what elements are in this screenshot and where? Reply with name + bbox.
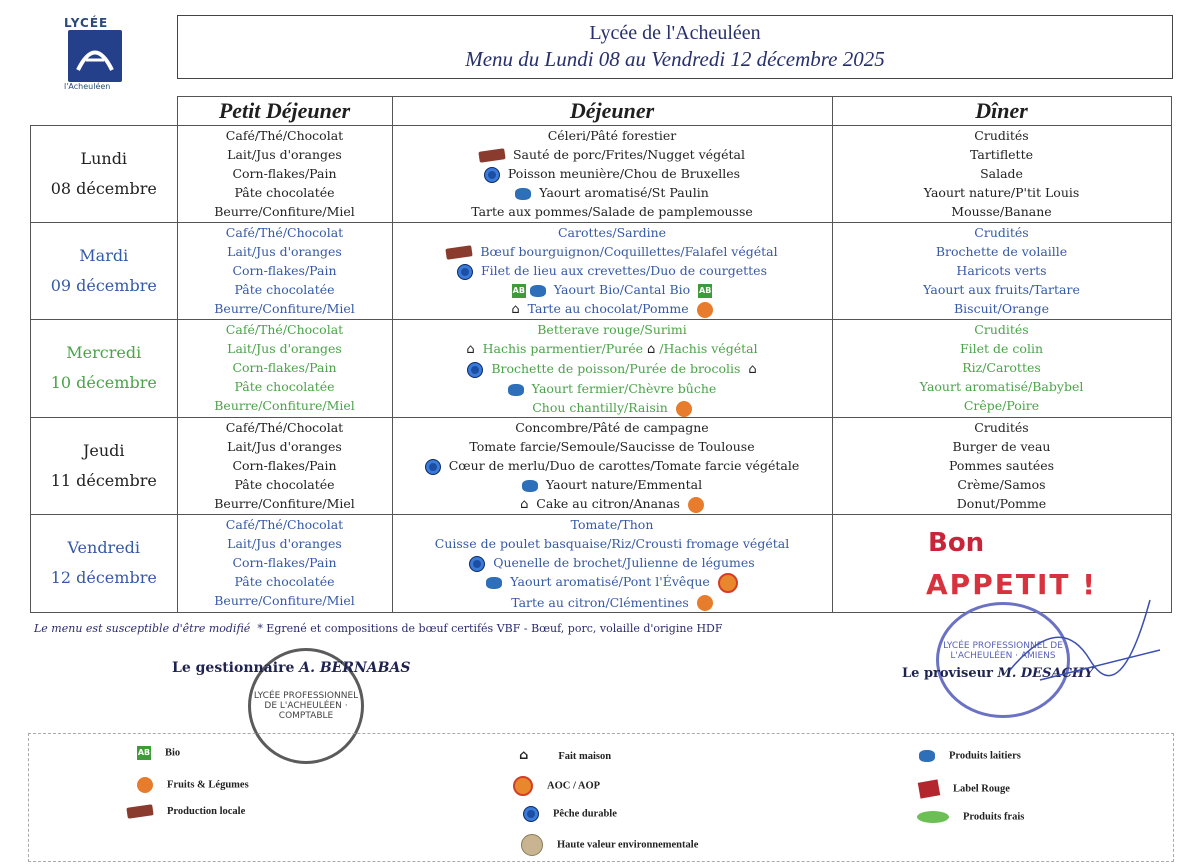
dairy-icon xyxy=(508,384,524,396)
list-item: Filet de lieu aux crevettes/Duo de courgettes xyxy=(480,263,767,278)
list-item: Chou chantilly/Raisin xyxy=(532,400,668,415)
local-production-icon xyxy=(478,148,505,163)
list-item: Bœuf bourguignon/Coquillettes/Falafel végétal xyxy=(480,244,778,259)
list-item: Yaourt aux fruits/Tartare xyxy=(923,282,1080,297)
breakfast-cell xyxy=(177,515,392,613)
list-item: Sauté de porc/Frites/Nugget végétal xyxy=(512,147,745,162)
list-item: Tarte au chocolat/Pomme xyxy=(527,301,689,316)
list-item: Tarte aux pommes/Salade de pamplemousse xyxy=(471,204,753,219)
list-item: Biscuit/Orange xyxy=(953,301,1049,316)
day-name: Mercredi xyxy=(66,343,142,362)
column-lunch: Déjeuner xyxy=(392,97,832,126)
dairy-icon xyxy=(530,285,546,297)
list-item: Pâte chocolatée xyxy=(234,185,335,200)
fresh-products-icon xyxy=(917,811,949,823)
day-name: Mardi xyxy=(79,246,129,265)
day-date: 11 décembre xyxy=(50,471,157,490)
table-row xyxy=(31,320,1172,418)
principal-name: M. DESACHY xyxy=(997,666,1094,681)
dinner-cell xyxy=(832,126,1171,223)
bio-icon: AB xyxy=(698,284,712,298)
school-logo xyxy=(60,14,130,94)
table-header-row xyxy=(31,97,1172,126)
list-item: Cuisse de poulet basquaise/Riz/Crousti fromage végétal xyxy=(434,536,790,551)
principal-label: Le proviseur xyxy=(902,666,993,681)
dairy-icon xyxy=(486,577,502,589)
list-item: Mousse/Banane xyxy=(951,204,1052,219)
aoc-icon xyxy=(718,573,738,593)
sustainable-fishing-icon xyxy=(484,167,500,183)
list-item: Lait/Jus d'oranges xyxy=(227,536,342,551)
fruit-vegetable-icon xyxy=(697,302,713,318)
sustainable-fishing-icon xyxy=(457,264,473,280)
logo-bottom-text: l'Acheuléen xyxy=(64,82,111,91)
footnote xyxy=(34,622,723,635)
footnote-italic: Le menu est susceptible d'être modifié xyxy=(34,622,251,635)
day-cell xyxy=(31,418,178,515)
list-item: Betterave rouge/Surimi xyxy=(537,322,687,337)
legend-item: Fruits & Légumes xyxy=(137,777,249,793)
homemade-icon: ⌂ xyxy=(520,497,529,512)
dairy-icon xyxy=(515,188,531,200)
fruit-vegetable-icon xyxy=(688,497,704,513)
lunch-cell xyxy=(392,418,832,515)
bio-icon: AB xyxy=(512,284,526,298)
fruit-vegetable-icon xyxy=(137,777,153,793)
day-date: 12 décembre xyxy=(50,568,157,587)
breakfast-cell xyxy=(177,418,392,515)
lunch-cell xyxy=(392,515,832,613)
column-dinner: Dîner xyxy=(832,97,1171,126)
appetit-text: APPETIT ! xyxy=(926,568,1097,601)
list-item: Filet de colin xyxy=(959,341,1043,356)
sustainable-fishing-icon xyxy=(425,459,441,475)
list-item: Riz/Carottes xyxy=(962,360,1041,375)
list-item: Crudités xyxy=(974,128,1029,143)
list-item: Café/Thé/Chocolat xyxy=(225,225,344,240)
legend-item: Haute valeur environnementale xyxy=(521,834,698,856)
list-item: Tarte au citron/Clémentines xyxy=(511,594,689,610)
manager-name: A. BERNABAS xyxy=(299,660,411,676)
homemade-icon: ⌂ xyxy=(519,748,529,763)
list-item: Concombre/Pâté de campagne xyxy=(515,420,709,435)
list-item: Tomate farcie/Semoule/Saucisse de Toulouse xyxy=(469,439,755,454)
list-item: Corn-flakes/Pain xyxy=(232,360,337,375)
day-date: 09 décembre xyxy=(50,276,157,295)
fruit-vegetable-icon xyxy=(676,401,692,417)
list-item: Beurre/Confiture/Miel xyxy=(214,593,355,608)
breakfast-cell xyxy=(177,126,392,223)
list-item: Brochette de volaille xyxy=(935,244,1068,259)
legend-item: Pêche durable xyxy=(523,806,617,822)
legend-item: AB Bio xyxy=(137,747,181,759)
local-production-icon xyxy=(126,804,153,819)
list-item: Donut/Pomme xyxy=(956,496,1047,511)
legend-item: AOC / AOP xyxy=(513,776,600,796)
homemade-icon: ⌂ xyxy=(748,362,757,377)
sustainable-fishing-icon xyxy=(467,362,483,378)
day-name: Jeudi xyxy=(82,441,125,460)
list-item: Lait/Jus d'oranges xyxy=(227,244,342,259)
school-name: Lycée de l'Acheuléen xyxy=(589,22,761,44)
day-name: Vendredi xyxy=(67,538,141,557)
homemade-icon: ⌂ xyxy=(511,302,520,317)
menu-table xyxy=(30,96,1172,613)
list-item: Burger de veau xyxy=(952,439,1051,454)
dinner-cell xyxy=(832,223,1171,320)
homemade-icon: ⌂ xyxy=(646,342,656,357)
list-item: Pâte chocolatée xyxy=(234,282,335,297)
list-item: Carottes/Sardine xyxy=(557,225,667,240)
lunch-cell xyxy=(392,223,832,320)
logo-top-text: LYCÉE xyxy=(64,16,109,30)
local-production-icon xyxy=(446,245,473,260)
list-item: Pâte chocolatée xyxy=(234,379,335,394)
list-item: Corn-flakes/Pain xyxy=(232,166,337,181)
menu-title: Menu du Lundi 08 au Vendredi 12 décembre 2025 xyxy=(465,47,885,71)
column-breakfast: Petit Déjeuner xyxy=(177,97,392,126)
legend-item: Produits frais xyxy=(917,811,1024,823)
legend-item: Production locale xyxy=(127,806,245,817)
legend-item: Label Rouge xyxy=(919,781,1010,797)
list-item: Cake au citron/Ananas xyxy=(536,496,680,511)
list-item: Beurre/Confiture/Miel xyxy=(214,496,355,511)
lunch-cell xyxy=(392,320,832,418)
list-item: Crudités xyxy=(974,420,1029,435)
homemade-icon: ⌂ xyxy=(466,342,475,357)
list-item: Brochette de poisson/Purée de brocolis xyxy=(491,361,741,376)
list-item: Haricots verts xyxy=(956,263,1047,278)
list-item: Tomate/Thon xyxy=(570,517,654,532)
manager-signature xyxy=(172,660,410,676)
day-cell xyxy=(31,223,178,320)
day-cell xyxy=(31,126,178,223)
table-row xyxy=(31,418,1172,515)
list-item: Céleri/Pâté forestier xyxy=(547,128,677,143)
bon-text: Bon xyxy=(928,528,985,558)
list-item: Café/Thé/Chocolat xyxy=(225,128,344,143)
list-item: Salade xyxy=(980,166,1023,181)
legend-item: ⌂ Fait maison xyxy=(519,748,612,763)
day-date: 08 décembre xyxy=(50,179,157,198)
list-item: Crudités xyxy=(974,322,1029,337)
day-name: Lundi xyxy=(80,149,128,168)
list-item: Crudités xyxy=(974,225,1029,240)
list-item: Café/Thé/Chocolat xyxy=(225,322,344,337)
list-item: Hachis parmentier/Purée xyxy=(482,341,643,356)
list-item: Quenelle de brochet/Julienne de légumes xyxy=(493,555,755,570)
list-item: Poisson meunière/Chou de Bruxelles xyxy=(507,166,741,181)
logo-emblem-icon xyxy=(68,30,122,82)
list-item: Yaourt nature/Emmental xyxy=(545,477,703,492)
list-item: Beurre/Confiture/Miel xyxy=(214,204,355,219)
list-item: Yaourt fermier/Chèvre bûche xyxy=(531,381,717,396)
aoc-icon xyxy=(513,776,533,796)
hve-icon xyxy=(521,834,543,856)
list-item: Crêpe/Poire xyxy=(963,398,1040,413)
stamp-left: LYCÉE PROFESSIONNEL DE L'ACHEULÉEN · COMPTABLE xyxy=(248,648,364,764)
day-cell xyxy=(31,515,178,613)
sustainable-fishing-icon xyxy=(523,806,539,822)
list-item: Café/Thé/Chocolat xyxy=(225,420,344,435)
list-item: Corn-flakes/Pain xyxy=(232,555,337,570)
dairy-icon xyxy=(522,480,538,492)
legend xyxy=(28,733,1174,862)
table-row xyxy=(31,126,1172,223)
signature-scribble xyxy=(1000,590,1170,700)
lunch-cell xyxy=(392,126,832,223)
list-item: Tartiflette xyxy=(970,147,1033,162)
list-item: Lait/Jus d'oranges xyxy=(227,147,342,162)
list-item: Pommes sautées xyxy=(948,458,1055,473)
dinner-cell xyxy=(832,320,1171,418)
table-row xyxy=(31,223,1172,320)
footnote-text: * Egrené et compositions de bœuf certifés VBF - Bœuf, porc, volaille d'origine HDF xyxy=(257,622,723,635)
list-item: Café/Thé/Chocolat xyxy=(225,517,344,532)
fruit-vegetable-icon xyxy=(697,595,713,611)
list-item: Yaourt aromatisé/Pont l'Évêque xyxy=(510,574,710,589)
list-item: Pâte chocolatée xyxy=(234,574,335,589)
list-item: Beurre/Confiture/Miel xyxy=(214,301,355,316)
list-item: Yaourt Bio/Cantal Bio xyxy=(553,282,691,297)
list-item: /Hachis végétal xyxy=(659,341,758,356)
list-item: Lait/Jus d'oranges xyxy=(227,439,342,454)
list-item: Cœur de merlu/Duo de carottes/Tomate farcie végétale xyxy=(448,458,800,473)
manager-label: Le gestionnaire xyxy=(172,660,295,676)
list-item: Crème/Samos xyxy=(957,477,1046,492)
day-date: 10 décembre xyxy=(50,373,157,392)
list-item: Yaourt aromatisé/St Paulin xyxy=(539,185,709,200)
list-item: Yaourt nature/P'tit Louis xyxy=(923,185,1080,200)
day-cell xyxy=(31,320,178,418)
menu-header xyxy=(177,15,1173,79)
breakfast-cell xyxy=(177,320,392,418)
stamp-right: LYCÉE PROFESSIONNEL DE L'ACHEULÉEN · AMIENS xyxy=(936,602,1070,718)
bio-icon: AB xyxy=(137,746,151,760)
legend-item: Produits laitiers xyxy=(919,750,1021,762)
list-item: Yaourt aromatisé/Babybel xyxy=(919,379,1084,394)
list-item: Lait/Jus d'oranges xyxy=(227,341,342,356)
dinner-cell xyxy=(832,418,1171,515)
sustainable-fishing-icon xyxy=(469,556,485,572)
list-item: Pâte chocolatée xyxy=(234,477,335,492)
label-rouge-icon xyxy=(918,779,940,798)
list-item: Beurre/Confiture/Miel xyxy=(214,398,355,413)
breakfast-cell xyxy=(177,223,392,320)
list-item: Corn-flakes/Pain xyxy=(232,263,337,278)
list-item: Corn-flakes/Pain xyxy=(232,458,337,473)
dairy-icon xyxy=(919,750,935,762)
